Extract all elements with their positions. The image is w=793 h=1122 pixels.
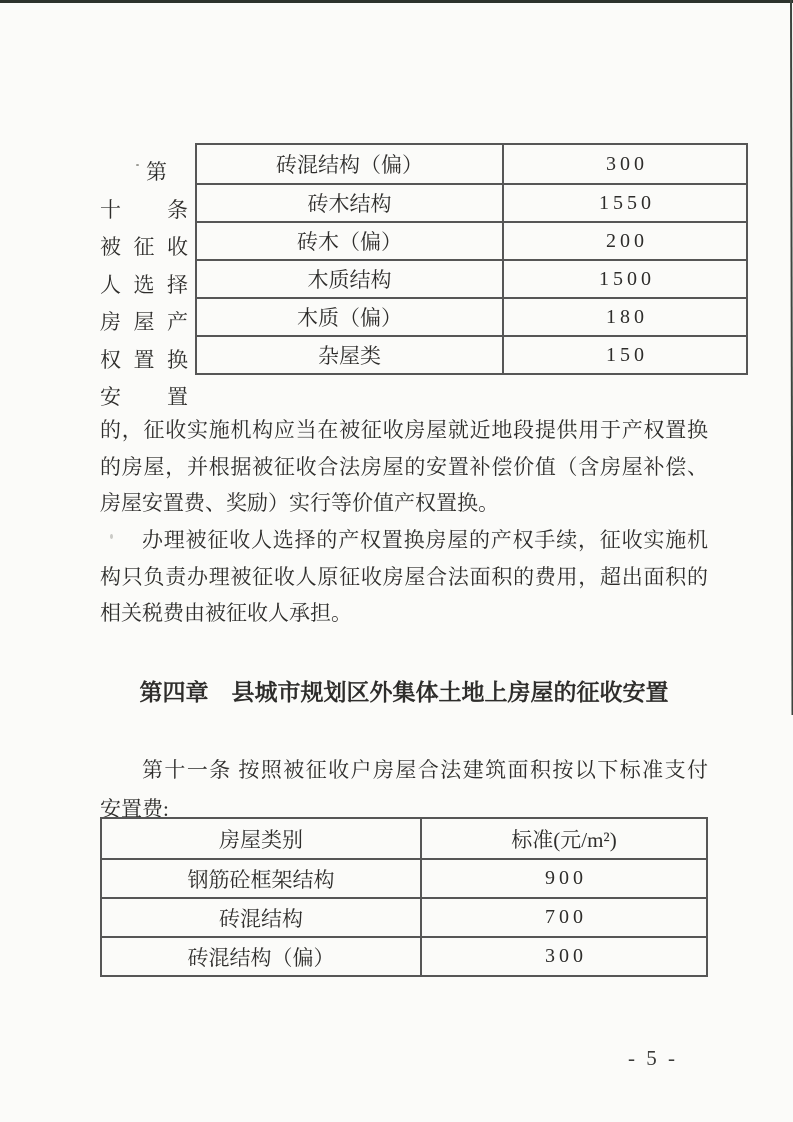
compensation-standards-table [195,143,748,375]
text-line: 的，征收实施机构应当在被征收房屋就近地段提供用于产权置换 [100,418,708,442]
resettlement-fee-table [100,817,708,977]
category-cell: 砖混结构（偏） [187,945,335,970]
side-label-line: 被征收 [100,235,188,259]
side-label-line: 安置 [100,385,188,409]
value-cell: 1500 [502,261,746,297]
text-line: 相关税费由被征收人承担。 [100,601,352,625]
structure-type-cell: 砖木结构 [307,192,392,216]
article-10-paragraph-1 [100,412,708,522]
article-10-side-label [100,154,188,417]
page-number: - 5 - [628,1046,678,1070]
text-line: 房屋安置费、奖励）实行等价值产权置换。 [100,491,499,515]
text-line: 第十一条 按照被征收户房屋合法建筑面积按以下标准支付 [142,758,708,782]
structure-type-cell: 木质结构 [307,268,392,292]
value-cell: 200 [502,223,746,259]
structure-type-cell: 木质（偏） [297,306,402,330]
structure-type-cell: 砖混结构（偏） [276,153,423,177]
side-label-line: 权置换 [100,347,188,372]
value-cell: 300 [420,938,706,975]
value-cell: 180 [502,299,746,335]
side-label-line: 人选择 [100,272,188,297]
text-line: 办理被征收人选择的产权置换房屋的产权手续，征收实施机 [142,528,708,552]
value-cell: 700 [420,899,706,936]
table-row [102,897,706,936]
category-header-cell: 房屋类别 [219,827,303,852]
side-label-line: 房屋产 [100,310,188,334]
table-header-row [102,819,706,858]
standard-header-cell: 标准(元/m²) [420,819,706,858]
table-row [102,858,706,897]
text-line: 的房屋，并根据被征收合法房屋的安置补偿价值（含房屋补偿、 [100,454,708,479]
structure-type-cell: 砖木（偏） [297,230,402,254]
table-row [197,259,746,297]
table-row [102,936,706,975]
table-row [197,221,746,259]
scan-edge-top [0,0,793,3]
table-row [197,145,746,183]
text-line: 构只负责办理被征收人原征收房屋合法面积的费用，超出面积的 [100,564,708,589]
side-label-line: 第 [146,160,167,184]
value-cell: 150 [502,337,746,373]
side-label-line: 十条 [100,197,188,222]
value-cell: 1550 [502,185,746,221]
value-cell: 900 [420,860,706,897]
table-row [197,183,746,221]
table-row [197,297,746,335]
table-row [197,335,746,373]
chapter-heading: 第四章 县城市规划区外集体土地上房屋的征收安置 [139,679,669,705]
article-10-paragraph-2 [100,522,708,632]
value-cell: 300 [502,145,746,183]
text-line: 安置费: [100,797,169,821]
structure-type-cell: 杂屋类 [318,344,381,368]
category-cell: 钢筋砼框架结构 [187,867,335,892]
category-cell: 砖混结构 [219,906,303,931]
